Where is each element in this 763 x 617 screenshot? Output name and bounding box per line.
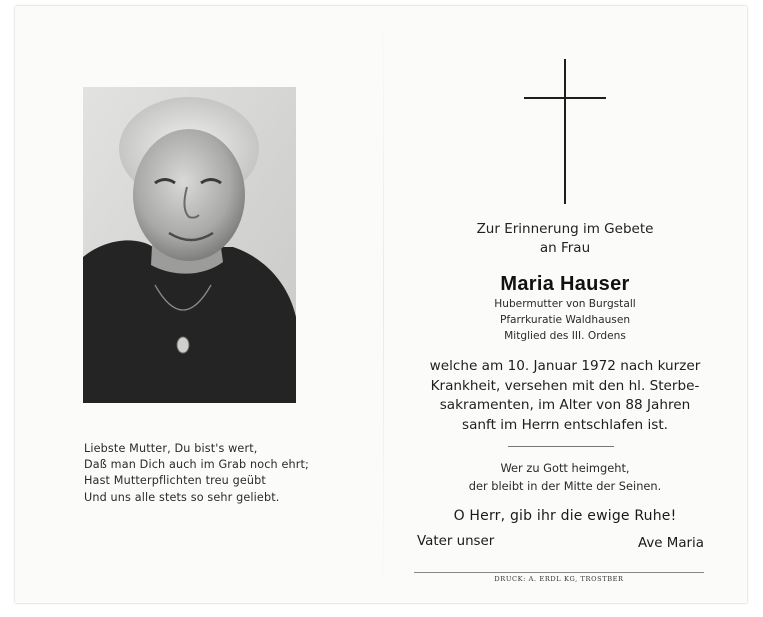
memory-line: an Frau bbox=[539, 240, 591, 256]
vater-unser-text: Vater unser bbox=[417, 534, 495, 549]
latin-cross-icon bbox=[524, 59, 606, 204]
obituary-line: sanft im Herrn entschlafen ist. bbox=[462, 416, 668, 433]
footer-divider bbox=[414, 572, 704, 573]
quote bbox=[420, 459, 710, 495]
verse-line: Daß man Dich auch im Grab noch ehrt; bbox=[84, 458, 309, 472]
obituary-line: sakramenten, im Alter von 88 Jahren bbox=[439, 397, 691, 413]
printer-imprint: DRUCK: A. ERDL KG, TROSTBER bbox=[494, 575, 624, 583]
memorial-verse bbox=[84, 441, 374, 506]
card-fold bbox=[383, 6, 384, 603]
prayer-line: O Herr, gib ihr die ewige Ruhe! bbox=[453, 508, 677, 524]
cross-vertical-beam bbox=[564, 59, 566, 204]
verse-line: Und uns alle stets so sehr geliebt. bbox=[84, 490, 280, 504]
deceased-titles bbox=[440, 296, 690, 344]
obituary-line: welche am 10. Januar 1972 nach kurzer bbox=[429, 358, 701, 374]
cross-horizontal-beam bbox=[524, 97, 606, 99]
quote-line: der bleibt in der Mitte der Seinen. bbox=[468, 479, 662, 493]
deceased-name: Maria Hauser bbox=[500, 273, 630, 295]
divider bbox=[508, 446, 614, 447]
verse-line: Liebste Mutter, Du bist's wert, bbox=[84, 442, 258, 455]
obituary-line: Krankheit, versehen mit den hl. Sterbe- bbox=[430, 377, 700, 394]
title-line: Mitglied des III. Ordens bbox=[504, 330, 626, 342]
obituary-text bbox=[400, 357, 730, 435]
ave-maria-text: Ave Maria bbox=[638, 536, 704, 551]
title-line: Pfarrkuratie Waldhausen bbox=[499, 314, 631, 326]
memory-heading bbox=[440, 220, 690, 258]
portrait-photo bbox=[83, 87, 296, 403]
memory-line: Zur Erinnerung im Gebete bbox=[476, 221, 654, 237]
portrait-image bbox=[83, 87, 296, 403]
quote-line: Wer zu Gott heimgeht, bbox=[500, 461, 630, 475]
title-line: Hubermutter von Burgstall bbox=[494, 298, 636, 310]
verse-line: Hast Mutterpflichten treu geübt bbox=[84, 474, 266, 488]
